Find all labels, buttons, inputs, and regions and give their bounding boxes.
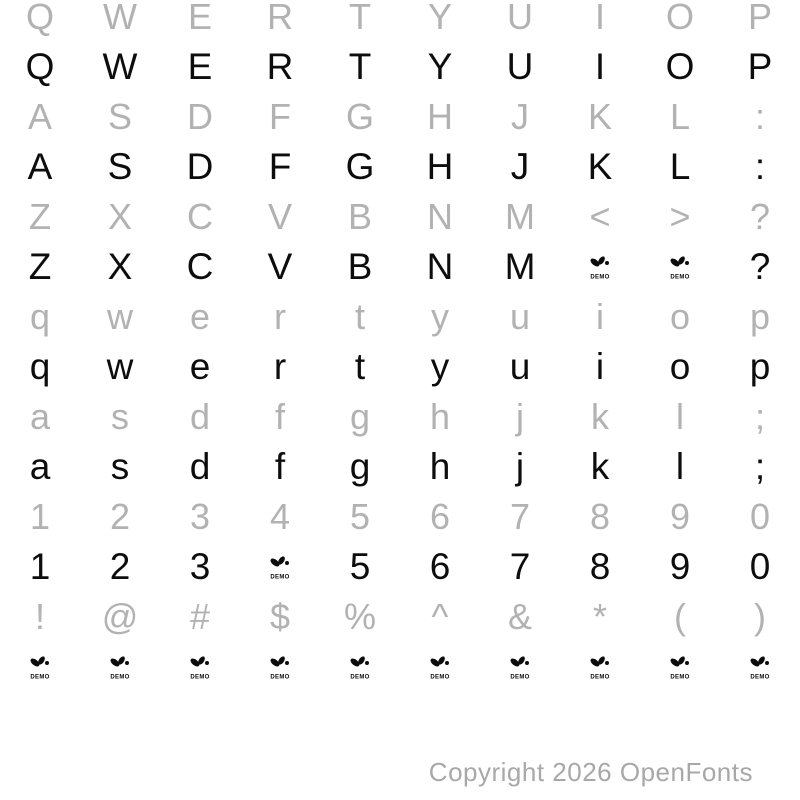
glyph-row-10 (0, 442, 800, 492)
demo-glyph (240, 542, 320, 592)
glyph-cell: 3 (189, 496, 211, 537)
demo-sprout-icon (588, 254, 612, 281)
svg-text:DEMO: DEMO (270, 574, 290, 580)
glyph-cell: s (110, 446, 130, 487)
glyph-cell: B (347, 196, 372, 237)
glyph-cell: 2 (109, 496, 131, 537)
demo-glyph (160, 642, 240, 692)
glyph-cell: > (669, 196, 691, 237)
glyph-cell: ? (749, 246, 771, 287)
glyph-cell: Y (427, 0, 452, 37)
glyph-row-2 (0, 42, 800, 92)
glyph-cell: H (426, 146, 454, 187)
demo-glyph (640, 642, 720, 692)
demo-sprout-icon (508, 654, 532, 681)
glyph-cell: 1 (29, 546, 51, 587)
glyph-cell: ; (754, 446, 766, 487)
copyright-text: Copyright 2026 OpenFonts (428, 757, 753, 787)
glyph-cell: t (354, 346, 366, 387)
glyph-cell: H (427, 96, 453, 137)
glyph-cell: U (506, 46, 534, 87)
glyph-row-5 (0, 192, 800, 242)
glyph-cell: X (107, 196, 132, 237)
svg-text:DEMO: DEMO (270, 674, 290, 680)
glyph-cell: G (345, 96, 374, 137)
glyph-cell: Q (25, 0, 54, 37)
glyph-cell: 5 (349, 496, 371, 537)
glyph-cell: D (186, 146, 214, 187)
svg-text:DEMO: DEMO (670, 674, 690, 680)
demo-sprout-icon (108, 654, 132, 681)
demo-glyph (640, 242, 720, 292)
glyph-cell: G (345, 146, 375, 187)
glyph-cell: B (347, 246, 373, 287)
glyph-cell: N (427, 196, 453, 237)
glyph-cell: 8 (589, 546, 611, 587)
glyph-cell: O (665, 0, 694, 37)
demo-glyph (240, 642, 320, 692)
glyph-cell: M (504, 246, 536, 287)
glyph-cell: f (274, 446, 286, 487)
glyph-cell: ; (754, 396, 765, 437)
glyph-cell: V (267, 246, 293, 287)
glyph-cell: C (186, 246, 214, 287)
demo-glyph (560, 642, 640, 692)
glyph-cell: 9 (669, 546, 691, 587)
glyph-cell: r (274, 296, 286, 337)
glyph-cell: ^ (431, 596, 449, 637)
glyph-cell: w (107, 296, 133, 337)
glyph-cell: S (107, 146, 133, 187)
glyph-cell: a (29, 396, 51, 437)
demo-glyph (720, 642, 800, 692)
glyph-cell: M (505, 196, 535, 237)
glyph-cell: # (189, 596, 211, 637)
glyph-cell: j (515, 446, 525, 487)
svg-text:DEMO: DEMO (350, 674, 370, 680)
glyph-cell: Q (25, 46, 55, 87)
glyph-cell: a (29, 446, 51, 487)
glyph-cell: R (266, 46, 294, 87)
glyph-cell: K (587, 146, 613, 187)
svg-text:DEMO: DEMO (430, 674, 450, 680)
glyph-row-11 (0, 492, 800, 542)
glyph-cell: Z (29, 196, 51, 237)
glyph-cell: 6 (429, 546, 451, 587)
glyph-cell: I (594, 0, 605, 37)
demo-glyph (320, 642, 400, 692)
glyph-cell: ! (34, 596, 45, 637)
glyph-cell: ( (674, 596, 686, 637)
glyph-cell: K (587, 96, 612, 137)
glyph-cell: s (111, 396, 129, 437)
svg-text:DEMO: DEMO (190, 674, 210, 680)
glyph-cell: i (595, 346, 605, 387)
glyph-cell: o (669, 296, 691, 337)
glyph-cell: k (591, 396, 609, 437)
glyph-cell: p (749, 346, 771, 387)
glyph-cell: d (189, 396, 211, 437)
glyph-cell: L (669, 96, 691, 137)
demo-sprout-icon (348, 654, 372, 681)
glyph-cell: Z (28, 246, 52, 287)
glyph-cell: y (431, 296, 449, 337)
glyph-cell: S (107, 96, 132, 137)
glyph-row-7 (0, 292, 800, 342)
glyph-row-6 (0, 242, 800, 292)
glyph-cell: U (507, 0, 533, 37)
glyph-cell: F (268, 146, 292, 187)
svg-text:DEMO: DEMO (590, 674, 610, 680)
glyph-row-9 (0, 392, 800, 442)
glyph-cell: t (354, 296, 365, 337)
demo-sprout-icon (28, 654, 52, 681)
glyph-cell: J (511, 96, 529, 137)
svg-text:DEMO: DEMO (110, 674, 130, 680)
glyph-cell: L (669, 146, 691, 187)
demo-sprout-icon (588, 654, 612, 681)
glyph-cell: 0 (749, 496, 771, 537)
glyph-cell: N (426, 246, 454, 287)
glyph-row-13 (0, 592, 800, 642)
demo-sprout-icon (668, 654, 692, 681)
glyph-cell: E (187, 0, 212, 37)
glyph-cell: l (676, 396, 684, 437)
glyph-cell: q (29, 346, 51, 387)
demo-sprout-icon (748, 654, 772, 681)
glyph-row-4 (0, 142, 800, 192)
svg-text:DEMO: DEMO (590, 274, 610, 280)
glyph-cell: 5 (349, 546, 371, 587)
glyph-cell: @ (101, 596, 139, 637)
demo-glyph (0, 642, 80, 692)
glyph-cell: l (675, 446, 685, 487)
demo-glyph (480, 642, 560, 692)
glyph-cell: P (747, 46, 773, 87)
glyph-cell: A (27, 146, 53, 187)
glyph-cell: 0 (749, 546, 771, 587)
glyph-cell: I (594, 46, 606, 87)
glyph-row-12 (0, 542, 800, 592)
glyph-cell: : (754, 96, 765, 137)
demo-glyph (80, 642, 160, 692)
demo-glyph (400, 642, 480, 692)
glyph-cell: 6 (429, 496, 451, 537)
glyph-cell: p (749, 296, 771, 337)
glyph-row-1 (0, 0, 800, 42)
glyph-cell: f (274, 396, 285, 437)
glyph-cell: J (510, 146, 530, 187)
glyph-cell: j (516, 396, 524, 437)
glyph-cell: 4 (269, 496, 291, 537)
glyph-cell: % (343, 596, 376, 637)
glyph-cell: 8 (589, 496, 611, 537)
glyph-cell: u (509, 296, 531, 337)
glyph-cell: y (430, 346, 450, 387)
glyph-row-8 (0, 342, 800, 392)
glyph-cell: E (187, 46, 213, 87)
glyph-cell: C (187, 196, 213, 237)
glyph-cell: X (107, 246, 133, 287)
demo-sprout-icon (188, 654, 212, 681)
glyph-cell: u (509, 346, 531, 387)
glyph-row-14 (0, 642, 800, 692)
demo-sprout-icon (268, 554, 292, 581)
svg-text:DEMO: DEMO (670, 274, 690, 280)
glyph-cell: A (27, 96, 52, 137)
glyph-cell: h (429, 446, 451, 487)
glyph-cell: 3 (189, 546, 211, 587)
glyph-cell: $ (269, 596, 291, 637)
glyph-cell: * (592, 596, 607, 637)
glyph-cell: ? (749, 196, 771, 237)
glyph-cell: < (589, 196, 611, 237)
glyph-cell: W (102, 46, 138, 87)
svg-text:DEMO: DEMO (510, 674, 530, 680)
glyph-cell: i (596, 296, 604, 337)
glyph-row-3 (0, 92, 800, 142)
svg-text:DEMO: DEMO (750, 674, 770, 680)
glyph-cell: h (429, 396, 451, 437)
glyph-cell: : (754, 146, 766, 187)
glyph-cell: W (103, 0, 137, 37)
demo-sprout-icon (268, 654, 292, 681)
glyph-cell: D (187, 96, 213, 137)
glyph-cell: ) (754, 596, 766, 637)
glyph-cell: e (189, 296, 211, 337)
glyph-cell: r (273, 346, 287, 387)
glyph-cell: 9 (669, 496, 691, 537)
glyph-cell: g (349, 446, 371, 487)
glyph-cell: g (349, 396, 371, 437)
glyph-cell: d (189, 446, 211, 487)
glyph-cell: 1 (29, 496, 51, 537)
svg-text:DEMO: DEMO (30, 674, 50, 680)
glyph-cell: T (349, 0, 371, 37)
glyph-cell: k (590, 446, 610, 487)
glyph-cell: Y (427, 46, 453, 87)
glyph-cell: O (665, 46, 695, 87)
glyph-cell: T (348, 46, 372, 87)
demo-sprout-icon (428, 654, 452, 681)
glyph-cell: q (29, 296, 51, 337)
glyph-cell: 7 (509, 496, 531, 537)
demo-sprout-icon (668, 254, 692, 281)
glyph-cell: w (106, 346, 134, 387)
glyph-cell: 2 (109, 546, 131, 587)
glyph-cell: V (267, 196, 292, 237)
glyph-cell: R (267, 0, 293, 37)
glyph-cell: 7 (509, 546, 531, 587)
demo-glyph (560, 242, 640, 292)
glyph-cell: o (669, 346, 691, 387)
glyph-cell: & (507, 596, 532, 637)
glyph-cell: F (269, 96, 291, 137)
glyph-cell: e (189, 346, 211, 387)
glyph-cell: P (747, 0, 772, 37)
